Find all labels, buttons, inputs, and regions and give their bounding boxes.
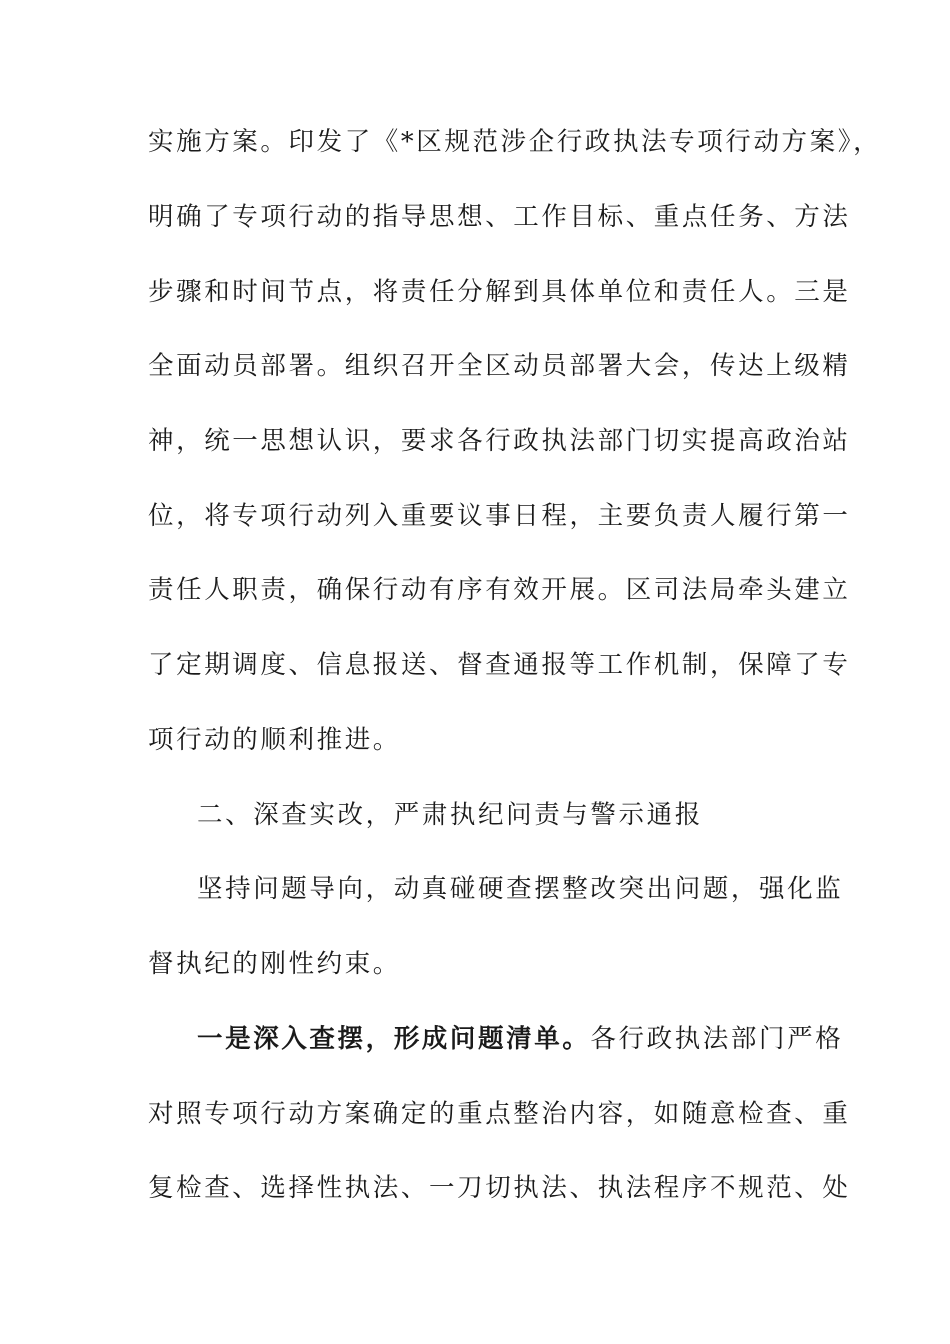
item1-line-3: 复检查、选择性执法、一刀切执法、执法程序不规范、处	[148, 1173, 851, 1203]
body-line-6: 位，将专项行动列入重要议事日程，主要负责人履行第一	[148, 501, 851, 531]
body-line-1: 实施方案。印发了《*区规范涉企行政执法专项行动方案》，	[148, 127, 882, 157]
item1-bold-lead: 一是深入查摆，形成问题清单。	[197, 1024, 591, 1054]
section-heading: 二、深查实改，严肃执纪问责与警示通报	[197, 800, 703, 830]
item1-lead-rest: 各行政执法部门严格	[590, 1024, 844, 1054]
body-line-5: 神，统一思想认识，要求各行政执法部门切实提高政治站	[148, 426, 851, 456]
body-line-3: 步骤和时间节点，将责任分解到具体单位和责任人。三是	[148, 277, 851, 307]
body-line-7: 责任人职责，确保行动有序有效开展。区司法局牵头建立	[148, 575, 851, 605]
body-line-4: 全面动员部署。组织召开全区动员部署大会，传达上级精	[148, 351, 851, 381]
item1-first-line	[197, 1024, 857, 1054]
body-line-2: 明确了专项行动的指导思想、工作目标、重点任务、方法	[148, 202, 851, 232]
body-line-8: 了定期调度、信息报送、督查通报等工作机制，保障了专	[148, 650, 851, 680]
item1-line-2: 对照专项行动方案确定的重点整治内容，如随意检查、重	[148, 1099, 851, 1129]
intro-line-2: 督执纪的刚性约束。	[148, 949, 401, 979]
intro-line-1: 坚持问题导向，动真碰硬查摆整改突出问题，强化监	[197, 874, 844, 904]
body-line-9: 项行动的顺利推进。	[148, 725, 401, 755]
